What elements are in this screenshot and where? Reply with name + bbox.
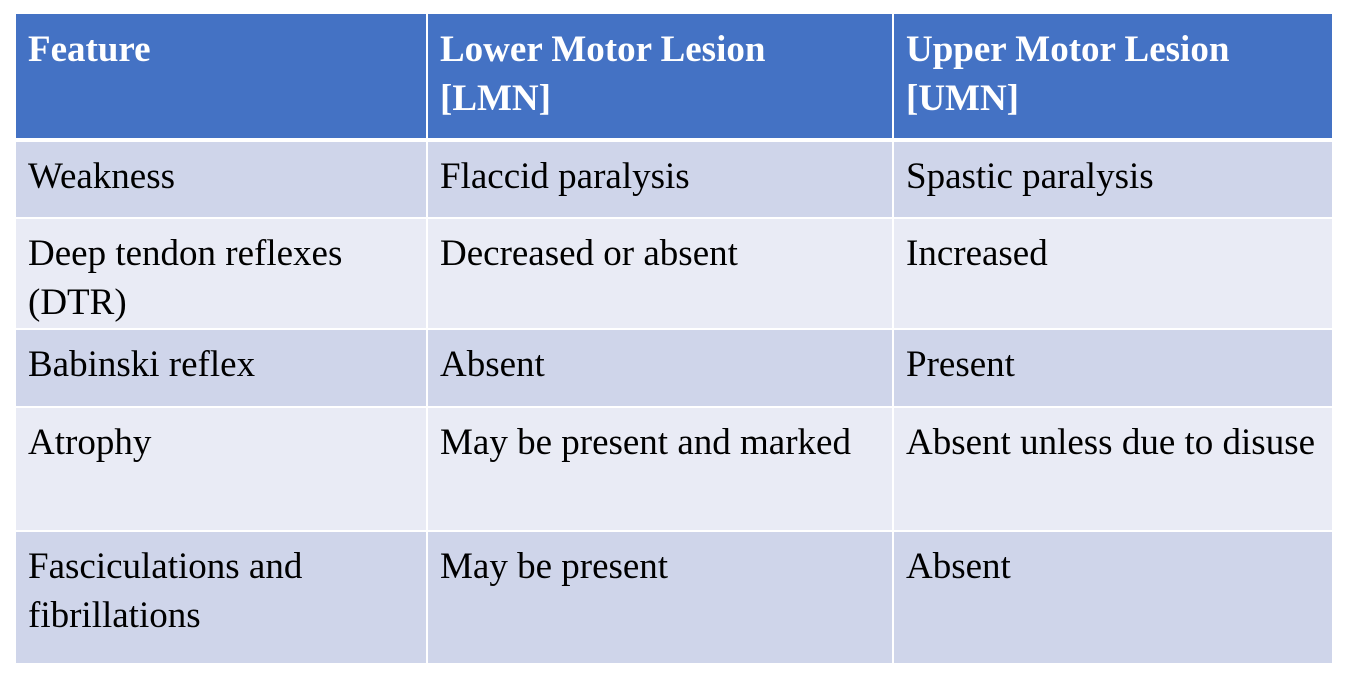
table-body bbox=[16, 140, 1332, 664]
cell-lmn: May be present bbox=[427, 531, 893, 664]
header-lmn: Lower Motor Lesion [LMN] bbox=[427, 14, 893, 140]
cell-lmn: Decreased or absent bbox=[427, 218, 893, 329]
cell-umn: Absent unless due to disuse bbox=[893, 407, 1332, 531]
cell-feature: Fasciculations and fibrillations bbox=[16, 531, 427, 664]
comparison-table-container bbox=[16, 14, 1332, 665]
header-umn: Upper Motor Lesion [UMN] bbox=[893, 14, 1332, 140]
cell-feature: Atrophy bbox=[16, 407, 427, 531]
cell-feature: Weakness bbox=[16, 140, 427, 218]
table-row bbox=[16, 218, 1332, 329]
cell-lmn: Absent bbox=[427, 329, 893, 407]
header-row bbox=[16, 14, 1332, 140]
table-header bbox=[16, 14, 1332, 140]
cell-lmn: May be present and marked bbox=[427, 407, 893, 531]
cell-feature: Deep tendon reflexes (DTR) bbox=[16, 218, 427, 329]
table-row bbox=[16, 140, 1332, 218]
cell-feature: Babinski reflex bbox=[16, 329, 427, 407]
header-feature: Feature bbox=[16, 14, 427, 140]
table-row bbox=[16, 531, 1332, 664]
cell-umn: Spastic paralysis bbox=[893, 140, 1332, 218]
table-row bbox=[16, 329, 1332, 407]
cell-umn: Absent bbox=[893, 531, 1332, 664]
cell-umn: Present bbox=[893, 329, 1332, 407]
cell-umn: Increased bbox=[893, 218, 1332, 329]
cell-lmn: Flaccid paralysis bbox=[427, 140, 893, 218]
table-row bbox=[16, 407, 1332, 531]
lmn-umn-comparison-table bbox=[16, 14, 1332, 665]
